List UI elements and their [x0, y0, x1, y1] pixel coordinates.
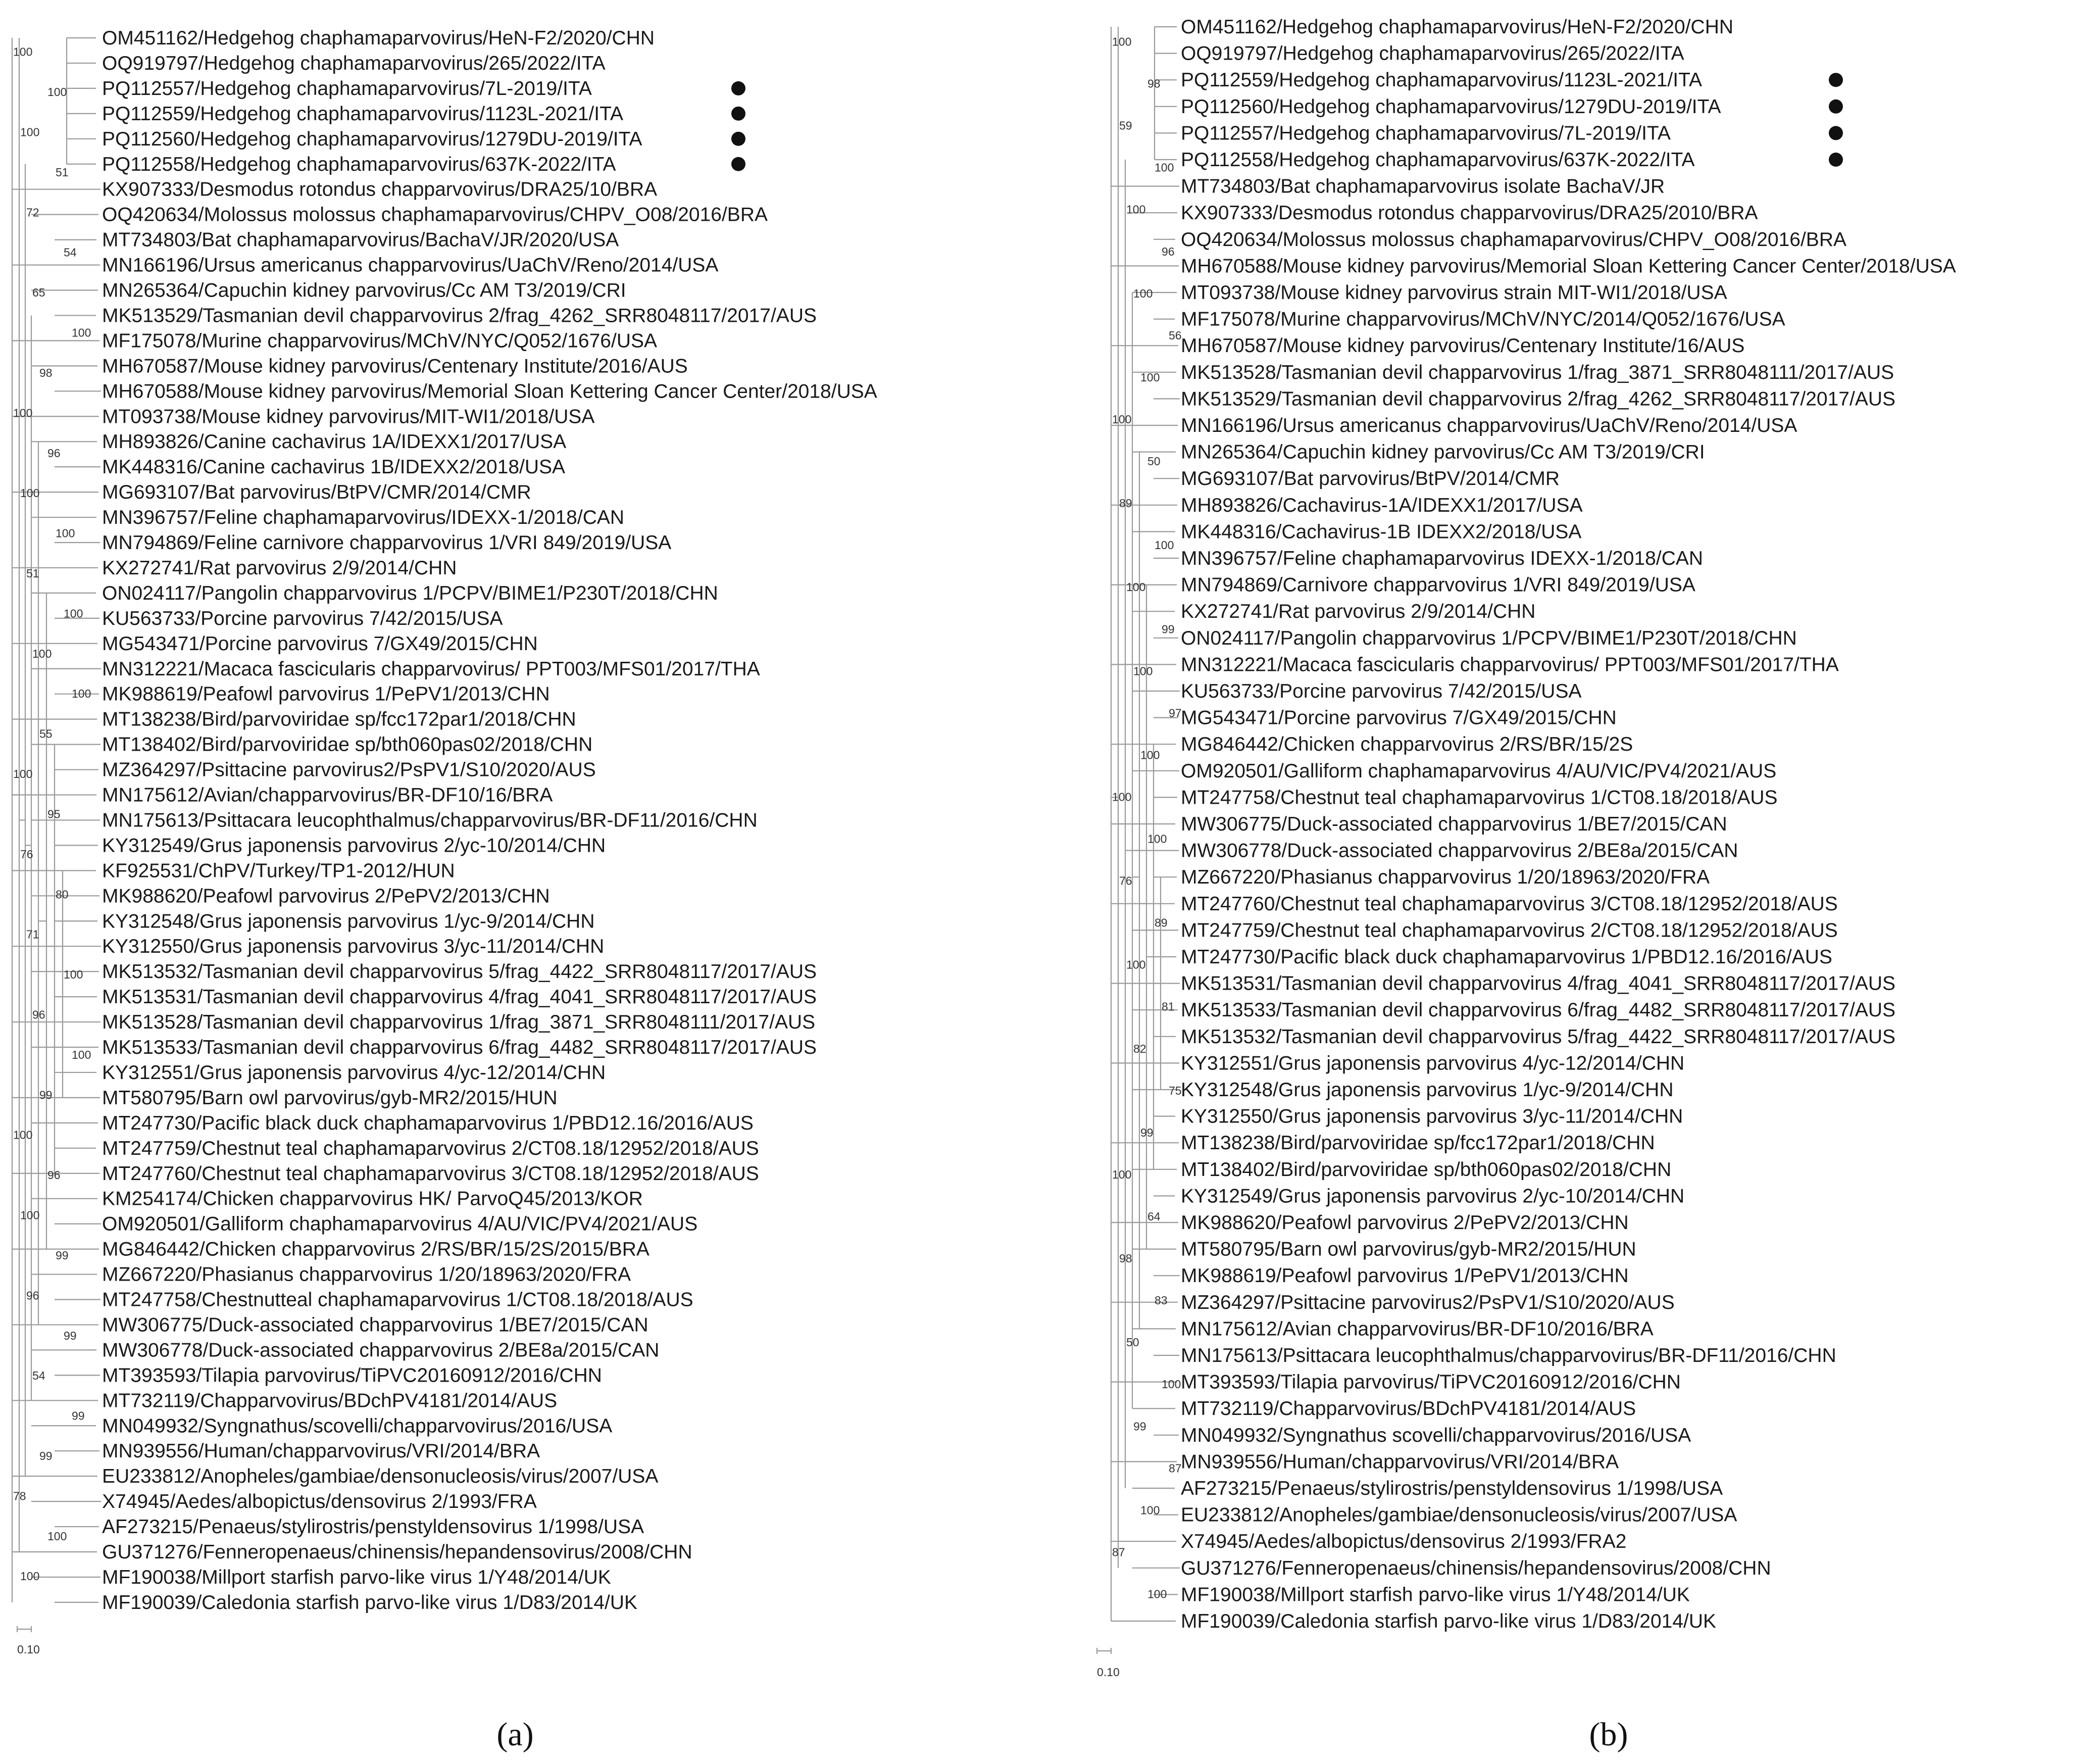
bootstrap-support-value: 65 [32, 286, 45, 300]
tip-label: MG543471/Porcine parvovirus 7/GX49/2015/CHN [102, 632, 538, 655]
tip-label: OQ919797/Hedgehog chaphamaparvovirus/265/2022/ITA [102, 52, 606, 74]
tip-label: PQ112558/Hedgehog chaphamaparvovirus/637K-2022/ITA [102, 153, 616, 175]
tip-label: MT247760/Chestnut teal chaphamaparvovirus 3/CT08.18/12952/2018/AUS [102, 1162, 759, 1185]
tip-label: MN265364/Capuchin kidney parvovirus/Cc AM T3/2019/CRI [1181, 441, 1705, 463]
new-sample-marker [1829, 126, 1843, 140]
tip-label: MT138402/Bird/parvoviridae sp/bth060pas02/2018/CHN [102, 734, 593, 756]
bootstrap-support-value: 100 [1147, 1587, 1167, 1601]
tip-label: MN939556/Human/chapparvovirus/VRI/2014/BRA [102, 1440, 540, 1462]
bootstrap-support-value: 71 [26, 927, 39, 941]
tip-label: MK513531/Tasmanian devil chapparvovirus 4/frag_4041_SRR8048117/2017/AUS [102, 986, 817, 1008]
bootstrap-support-value: 99 [56, 1248, 69, 1262]
tip-label: MT580795/Barn owl parvovirus/gyb-MR2/2015/HUN [102, 1087, 558, 1109]
bootstrap-support-value: 80 [56, 888, 69, 901]
tip-label: KY312548/Grus japonensis parvovirus 1/yc-9/2014/CHN [102, 910, 595, 933]
tip-label: MK448316/Cachavirus-1B IDEXX2/2018/USA [1181, 521, 1582, 543]
bootstrap-support-value: 96 [47, 1168, 61, 1182]
tip-label: KY312549/Grus japonensis parvovirus 2/yc-10/2014/CHN [1181, 1185, 1685, 1207]
new-sample-marker [1829, 73, 1843, 87]
bootstrap-support-value: 100 [1133, 664, 1153, 678]
tip-label: PQ112559/Hedgehog chaphamaparvovirus/1123L-2021/ITA [102, 103, 624, 125]
tip-label: MK513528/Tasmanian devil chapparvovirus 1/frag_3871_SRR8048111/2017/AUS [102, 1011, 816, 1034]
tip-label: PQ112557/Hedgehog chaphamaparvovirus/7L-2019/ITA [102, 77, 592, 100]
scale-bar-label-b: 0.10 [1097, 1666, 1120, 1679]
bootstrap-support-value: 99 [39, 1088, 53, 1102]
bootstrap-support-value: 78 [13, 1489, 26, 1503]
bootstrap-support-value: 75 [1169, 1084, 1182, 1097]
tip-label: MW306775/Duck-associated chapparvovirus 1/BE7/2015/CAN [102, 1314, 648, 1336]
tip-label: MF175078/Murine chapparvovirus/MChV/NYC/Q052/1676/USA [102, 330, 658, 352]
tree-panel-b [1097, 16, 1956, 1753]
tip-label: PQ112558/Hedgehog chaphamaparvovirus/637K-2022/ITA [1181, 149, 1695, 171]
tip-label: MK513528/Tasmanian devil chapparvovirus 1/frag_3871_SRR8048111/2017/AUS [1181, 361, 1894, 383]
bootstrap-support-value: 96 [47, 446, 61, 460]
bootstrap-support-value: 50 [1126, 1336, 1139, 1349]
tip-label: MT734803/Bat chaphamaparvovirus/BachaV/JR/2020/USA [102, 229, 619, 251]
tip-label: MH670587/Mouse kidney parvovirus/Centenary Institute/16/AUS [1181, 335, 1745, 357]
tip-label: KY312548/Grus japonensis parvovirus 1/yc-9/2014/CHN [1181, 1079, 1674, 1101]
bootstrap-support-value: 98 [39, 366, 53, 379]
bootstrap-support-value: 54 [32, 1369, 45, 1383]
bootstrap-support-value: 100 [20, 125, 40, 139]
tip-label: MK513531/Tasmanian devil chapparvovirus 4/frag_4041_SRR8048117/2017/AUS [1181, 972, 1896, 995]
tip-label: MT247759/Chestnut teal chaphamaparvovirus 2/CT08.18/12952/2018/AUS [1181, 919, 1838, 942]
tip-label: PQ112559/Hedgehog chaphamaparvovirus/1123L-2021/ITA [1181, 69, 1703, 91]
sample-markers-a [731, 81, 745, 171]
bootstrap-support-value: 100 [56, 526, 75, 540]
tip-label: PQ112560/Hedgehog chaphamaparvovirus/1279DU-2019/ITA [102, 128, 642, 150]
tip-label: MK988620/Peafowl parvovirus 2/PePV2/2013/CHN [1181, 1212, 1629, 1234]
tip-label: KY312549/Grus japonensis parvovirus 2/yc-10/2014/CHN [102, 835, 606, 857]
tip-labels-b [1181, 16, 1956, 1632]
tip-label: MT138238/Bird/parvoviridae sp/fcc172par1/2018/CHN [102, 708, 576, 730]
bootstrap-support-value: 100 [20, 486, 40, 500]
bootstrap-support-value: 82 [1133, 1042, 1146, 1055]
bootstrap-support-value: 100 [1140, 370, 1160, 384]
tip-label: MN166196/Ursus americanus chapparvovirus/UaChV/Reno/2014/USA [1181, 415, 1797, 436]
bootstrap-support-value: 96 [26, 1289, 39, 1302]
bootstrap-support-value: 95 [47, 807, 61, 821]
bootstrap-support-value: 99 [39, 1449, 53, 1462]
bootstrap-support-value: 87 [1112, 1545, 1125, 1559]
bootstrap-support-value: 100 [1155, 161, 1174, 174]
scale-bar-a [17, 1626, 40, 1656]
bootstrap-support-value: 50 [1147, 455, 1161, 468]
tip-label: MN396757/Feline chaphamaparvovirus/IDEXX-1/2018/CAN [102, 507, 625, 529]
tip-label: MK448316/Canine cachavirus 1B/IDEXX2/2018/USA [102, 456, 566, 478]
bootstrap-support-value: 83 [1155, 1294, 1168, 1307]
bootstrap-support-value: 76 [20, 847, 33, 861]
bootstrap-support-value: 100 [13, 1128, 33, 1142]
bootstrap-support-value: 100 [72, 687, 91, 701]
tip-label: PQ112557/Hedgehog chaphamaparvovirus/7L-2019/ITA [1181, 122, 1671, 144]
tip-label: EU233812/Anopheles/gambiae/densonucleosis/virus/2007/USA [1181, 1504, 1737, 1526]
tip-label: MT734803/Bat chaphamaparvovirus isolate BachaV/JR [1181, 175, 1665, 198]
bootstrap-support-value: 76 [1119, 874, 1132, 888]
tip-label: MN312221/Macaca fascicularis chapparvovirus/ PPT003/MFS01/2017/THA [102, 658, 760, 680]
tip-label: OQ919797/Hedgehog chaphamaparvovirus/265/2022/ITA [1181, 42, 1684, 65]
tip-label: PQ112560/Hedgehog chaphamaparvovirus/1279DU-2019/ITA [1181, 95, 1721, 118]
bootstrap-support-value: 100 [32, 647, 52, 660]
bootstrap-support-value: 98 [1119, 1252, 1132, 1265]
tip-label: MT093738/Mouse kidney parvovirus strain MIT-WI1/2018/USA [1181, 282, 1727, 304]
bootstrap-support-value: 100 [64, 968, 83, 982]
bootstrap-support-value: 87 [1169, 1461, 1182, 1475]
bootstrap-support-value: 89 [1155, 916, 1168, 930]
sample-markers-b [1829, 73, 1843, 167]
tip-label: MN175613/Psittacara leucophthalmus/chapparvovirus/BR-DF11/2016/CHN [102, 809, 758, 832]
tip-label: MZ667220/Phasianus chapparvovirus 1/20/18963/2020/FRA [102, 1263, 631, 1286]
bootstrap-support-value: 100 [1126, 958, 1146, 971]
tip-label: MT093738/Mouse kidney parvovirus/MIT-WI1/2018/USA [102, 406, 595, 428]
tip-label: MK513533/Tasmanian devil chapparvovirus 6/frag_4482_SRR8048117/2017/AUS [102, 1037, 817, 1058]
tip-label: MT732119/Chapparvovirus/BDchPV4181/2014/AUS [1181, 1398, 1636, 1420]
tip-label: MG846442/Chicken chapparvovirus 2/RS/BR/15/2S/2015/BRA [102, 1238, 649, 1260]
tip-label: MK513532/Tasmanian devil chapparvovirus 5/frag_4422_SRR8048117/2017/AUS [102, 961, 817, 983]
bootstrap-support-value: 100 [1140, 1503, 1160, 1517]
tip-label: MF190039/Caledonia starfish parvo-like virus 1/D83/2014/UK [1181, 1610, 1717, 1632]
new-sample-marker [731, 157, 745, 171]
bootstrap-support-value: 100 [1112, 790, 1132, 804]
tip-label: MF190038/Millport starfish parvo-like virus 1/Y48/2014/UK [102, 1566, 611, 1588]
tip-label: KY312550/Grus japonensis parvovirus 3/yc-11/2014/CHN [102, 936, 605, 958]
bootstrap-support-value: 98 [1147, 77, 1161, 90]
tip-label: MN794869/Carnivore chapparvovirus 1/VRI 849/2019/USA [1181, 574, 1695, 596]
bootstrap-support-value: 100 [20, 1208, 40, 1222]
tip-label: MH670587/Mouse kidney parvovirus/Centenary Institute/2016/AUS [102, 355, 688, 377]
tip-label: MT138402/Bird/parvoviridae sp/bth060pas02/2018/CHN [1181, 1158, 1672, 1181]
tip-label: KF925531/ChPV/Turkey/TP1-2012/HUN [102, 860, 455, 882]
new-sample-marker [1829, 100, 1843, 114]
tip-label: MW306778/Duck-associated chapparvovirus 2/BE8a/2015/CAN [102, 1339, 660, 1361]
tip-label: MN175612/Avian/chapparvovirus/BR-DF10/16/BRA [102, 784, 553, 806]
tip-label: OM451162/Hedgehog chaphamaparvovirus/HeN-F2/2020/CHN [1181, 16, 1734, 38]
bootstrap-support-value: 100 [13, 45, 33, 59]
panel-label-b: (b) [1589, 1716, 1628, 1753]
bootstrap-support-value: 100 [20, 1570, 40, 1583]
tip-label: MT247730/Pacific black duck chaphamaparvovirus 1/PBD12.16/2016/AUS [1181, 946, 1832, 968]
bootstrap-support-value: 100 [64, 607, 83, 620]
tip-label: MT247758/Chestnutteal chaphamaparvovirus 1/CT08.18/2018/AUS [102, 1289, 693, 1311]
bootstrap-support-value: 100 [1112, 35, 1132, 48]
tip-label: KU563733/Porcine parvovirus 7/42/2015/USA [1181, 680, 1582, 702]
tip-label: MG693107/Bat parvovirus/BtPV/CMR/2014/CMR [102, 481, 531, 504]
tip-label: MN265364/Capuchin kidney parvovirus/Cc AM T3/2019/CRI [102, 279, 626, 302]
tip-label: MT732119/Chapparvovirus/BDchPV4181/2014/AUS [102, 1390, 558, 1412]
tip-label: KX907333/Desmodus rotondus chapparvovirus/DRA25/10/BRA [102, 178, 658, 201]
tip-labels-a [102, 27, 877, 1614]
tip-label: MN939556/Human/chapparvovirus/VRI/2014/BRA [1181, 1451, 1619, 1473]
tip-label: MW306775/Duck-associated chapparvovirus 1/BE7/2015/CAN [1181, 813, 1727, 835]
tip-label: KU563733/Porcine parvovirus 7/42/2015/USA [102, 607, 503, 629]
tip-label: OQ420634/Molossus molossus chaphamaparvovirus/CHPV_O08/2016/BRA [1181, 228, 1847, 251]
bootstrap-support-value: 96 [1162, 245, 1175, 258]
tip-label: MH670588/Mouse kidney parvovirus/Memorial Sloan Kettering Cancer Center/2018/USA [1181, 255, 1956, 277]
tip-label: MZ364297/Psittacine parvovirus2/PsPV1/S10/2020/AUS [102, 759, 596, 781]
bootstrap-support-value: 100 [1147, 832, 1167, 846]
tip-label: MK513532/Tasmanian devil chapparvovirus 5/frag_4422_SRR8048117/2017/AUS [1181, 1025, 1896, 1048]
bootstrap-support-value: 100 [1126, 203, 1146, 216]
new-sample-marker [731, 107, 745, 121]
bootstrap-support-value: 72 [26, 206, 39, 219]
tip-label: MN049932/Syngnathus/scovelli/chapparvovirus/2016/USA [102, 1415, 613, 1437]
tip-label: MZ667220/Phasianus chapparvovirus 1/20/18963/2020/FRA [1181, 866, 1710, 889]
bootstrap-support-value: 51 [26, 567, 39, 580]
bootstrap-support-value: 100 [13, 406, 33, 420]
tip-label: MT247758/Chestnut teal chaphamaparvovirus 1/CT08.18/2018/AUS [1181, 787, 1778, 809]
bootstrap-support-value: 54 [64, 246, 77, 259]
tip-label: MH893826/Canine cachavirus 1A/IDEXX1/2017/USA [102, 431, 567, 453]
tip-label: MH893826/Cachavirus-1A/IDEXX1/2017/USA [1181, 494, 1583, 516]
tip-label: MT247760/Chestnut teal chaphamaparvovirus 3/CT08.18/12952/2018/AUS [1181, 893, 1838, 915]
bootstrap-support-value: 96 [32, 1008, 45, 1021]
tip-label: KY312550/Grus japonensis parvovirus 3/yc-11/2014/CHN [1181, 1105, 1683, 1128]
bootstrap-support-value: 100 [1162, 1378, 1181, 1391]
bootstrap-support-value: 99 [1133, 1420, 1146, 1433]
bootstrap-support-value: 100 [1133, 286, 1153, 300]
tip-label: MK988619/Peafowl parvovirus 1/PePV1/2013/CHN [102, 683, 550, 705]
bootstrap-support-value: 100 [1155, 539, 1174, 552]
tip-label: MN166196/Ursus americanus chapparvovirus/UaChV/Reno/2014/USA [102, 254, 719, 276]
bootstrap-support-value: 51 [56, 165, 69, 179]
bootstrap-support-value: 100 [47, 1529, 67, 1543]
tip-label: MN049932/Syngnathus scovelli/chapparvovirus/2016/USA [1181, 1424, 1691, 1446]
tip-label: X74945/Aedes/albopictus/densovirus 2/1993/FRA [102, 1491, 537, 1513]
tip-label: MF190039/Caledonia starfish parvo-like virus 1/D83/2014/UK [102, 1591, 638, 1614]
tip-label: KX907333/Desmodus rotondus chapparvovirus/DRA25/2010/BRA [1181, 202, 1758, 224]
bootstrap-support-value: 55 [39, 727, 53, 741]
tip-label: GU371276/Fenneropenaeus/chinensis/hepandensovirus/2008/CHN [1181, 1557, 1771, 1579]
bootstrap-support-value: 100 [47, 85, 67, 99]
tip-label: OM451162/Hedgehog chaphamaparvovirus/HeN-F2/2020/CHN [102, 27, 655, 49]
tip-label: ON024117/Pangolin chapparvovirus 1/PCPV/BIME1/P230T/2018/CHN [102, 582, 718, 604]
new-sample-marker [731, 81, 745, 95]
bootstrap-support-value: 99 [1162, 622, 1175, 636]
tip-label: MT247759/Chestnut teal chaphamaparvovirus 2/CT08.18/12952/2018/AUS [102, 1137, 759, 1159]
bootstrap-support-value: 100 [72, 1048, 91, 1061]
scale-bar-b [1097, 1648, 1120, 1679]
panel-label-a: (a) [496, 1716, 534, 1753]
tip-label: X74945/Aedes/albopictus/densovirus 2/1993/FRA2 [1181, 1531, 1627, 1553]
new-sample-marker [731, 132, 745, 146]
tip-label: MG693107/Bat parvovirus/BtPV/2014/CMR [1181, 468, 1560, 490]
bootstrap-support-value: 64 [1147, 1210, 1161, 1223]
tip-label: MN396757/Feline chaphamaparvovirus IDEXX-1/2018/CAN [1181, 548, 1704, 569]
bootstrap-support-value: 100 [72, 326, 91, 339]
tree-panel-a [12, 27, 877, 1753]
bootstrap-support-value: 100 [1140, 748, 1160, 762]
bootstrap-support-value: 81 [1162, 1000, 1175, 1013]
new-sample-marker [1829, 153, 1843, 167]
bootstrap-support-value: 99 [64, 1329, 77, 1342]
tip-label: MK513533/Tasmanian devil chapparvovirus 6/frag_4482_SRR8048117/2017/AUS [1181, 999, 1896, 1021]
bootstrap-support-value: 97 [1169, 706, 1182, 720]
tip-label: MK988619/Peafowl parvovirus 1/PePV1/2013/CHN [1181, 1265, 1629, 1287]
tip-label: AF273215/Penaeus/stylirostris/penstyldensovirus 1/1998/USA [1181, 1478, 1723, 1499]
tip-label: KX272741/Rat parvovirus 2/9/2014/CHN [1181, 601, 1536, 623]
tip-label: MT247730/Pacific black duck chaphamaparvovirus 1/PBD12.16/2016/AUS [102, 1112, 754, 1134]
bootstrap-support-value: 99 [1140, 1126, 1154, 1139]
tip-label: KX272741/Rat parvovirus 2/9/2014/CHN [102, 557, 457, 579]
tip-label: KM254174/Chicken chapparvovirus HK/ ParvoQ45/2013/KOR [102, 1188, 643, 1210]
tip-label: OM920501/Galliform chaphamaparvovirus 4/AU/VIC/PV4/2021/AUS [102, 1213, 698, 1235]
tip-label: KY312551/Grus japonensis parvovirus 4/yc-12/2014/CHN [102, 1061, 606, 1084]
tip-label: ON024117/Pangolin chapparvovirus 1/PCPV/BIME1/P230T/2018/CHN [1181, 627, 1797, 649]
tip-label: MT580795/Barn owl parvovirus/gyb-MR2/2015/HUN [1181, 1238, 1636, 1260]
tip-label: MN312221/Macaca fascicularis chapparvovirus/ PPT003/MFS01/2017/THA [1181, 654, 1839, 676]
bootstrap-support-value: 100 [1112, 413, 1132, 426]
tip-label: OQ420634/Molossus molossus chaphamaparvovirus/CHPV_O08/2016/BRA [102, 204, 768, 226]
tip-label: MK513529/Tasmanian devil chapparvovirus 2/frag_4262_SRR8048117/2017/AUS [1181, 388, 1896, 410]
bootstrap-support-value: 100 [13, 767, 33, 781]
tip-label: MK513529/Tasmanian devil chapparvovirus 2/frag_4262_SRR8048117/2017/AUS [102, 305, 817, 327]
tip-label: MG543471/Porcine parvovirus 7/GX49/2015/CHN [1181, 707, 1617, 729]
tip-label: KY312551/Grus japonensis parvovirus 4/yc-12/2014/CHN [1181, 1052, 1685, 1074]
bootstrap-support-value: 99 [72, 1409, 85, 1423]
bootstrap-support-value: 56 [1169, 328, 1182, 342]
tip-label: AF273215/Penaeus/stylirostris/penstyldensovirus 1/1998/USA [102, 1516, 644, 1538]
tip-label: MH670588/Mouse kidney parvovirus/Memorial Sloan Kettering Cancer Center/2018/USA [102, 380, 877, 403]
tip-label: MF175078/Murine chapparvovirus/MChV/NYC/2014/Q052/1676/USA [1181, 308, 1785, 330]
tip-label: GU371276/Fenneropenaeus/chinensis/hepandensovirus/2008/CHN [102, 1541, 692, 1563]
scale-bar-label-a: 0.10 [17, 1643, 40, 1656]
tip-label: MN794869/Feline carnivore chapparvovirus 1/VRI 849/2019/USA [102, 532, 672, 554]
bootstrap-support-value: 89 [1119, 497, 1132, 510]
tip-label: EU233812/Anopheles/gambiae/densonucleosis/virus/2007/USA [102, 1465, 659, 1488]
tip-label: MZ364297/Psittacine parvovirus2/PsPV1/S10/2020/AUS [1181, 1291, 1675, 1313]
tip-label: MK988620/Peafowl parvovirus 2/PePV2/2013/CHN [102, 885, 550, 907]
bootstrap-support-value: 100 [1112, 1167, 1132, 1181]
tip-label: MN175613/Psittacara leucophthalmus/chapparvovirus/BR-DF11/2016/CHN [1181, 1345, 1836, 1366]
tip-label: MT393593/Tilapia parvovirus/TiPVC20160912/2016/CHN [1181, 1371, 1681, 1393]
tip-label: OM920501/Galliform chaphamaparvovirus 4/AU/VIC/PV4/2021/AUS [1181, 760, 1777, 782]
bootstrap-support-value: 59 [1119, 119, 1132, 132]
tip-label: MT393593/Tilapia parvovirus/TiPVC20160912/2016/CHN [102, 1364, 602, 1387]
tip-label: MG846442/Chicken chapparvovirus 2/RS/BR/15/2S [1181, 734, 1633, 756]
tip-label: MT138238/Bird/parvoviridae sp/fcc172par1/2018/CHN [1181, 1132, 1655, 1154]
tip-label: MN175612/Avian chapparvovirus/BR-DF10/2016/BRA [1181, 1318, 1654, 1340]
tip-label: MW306778/Duck-associated chapparvovirus 2/BE8a/2015/CAN [1181, 840, 1738, 862]
tip-label: MF190038/Millport starfish parvo-like virus 1/Y48/2014/UK [1181, 1584, 1690, 1606]
bootstrap-support-value: 100 [1126, 580, 1146, 594]
